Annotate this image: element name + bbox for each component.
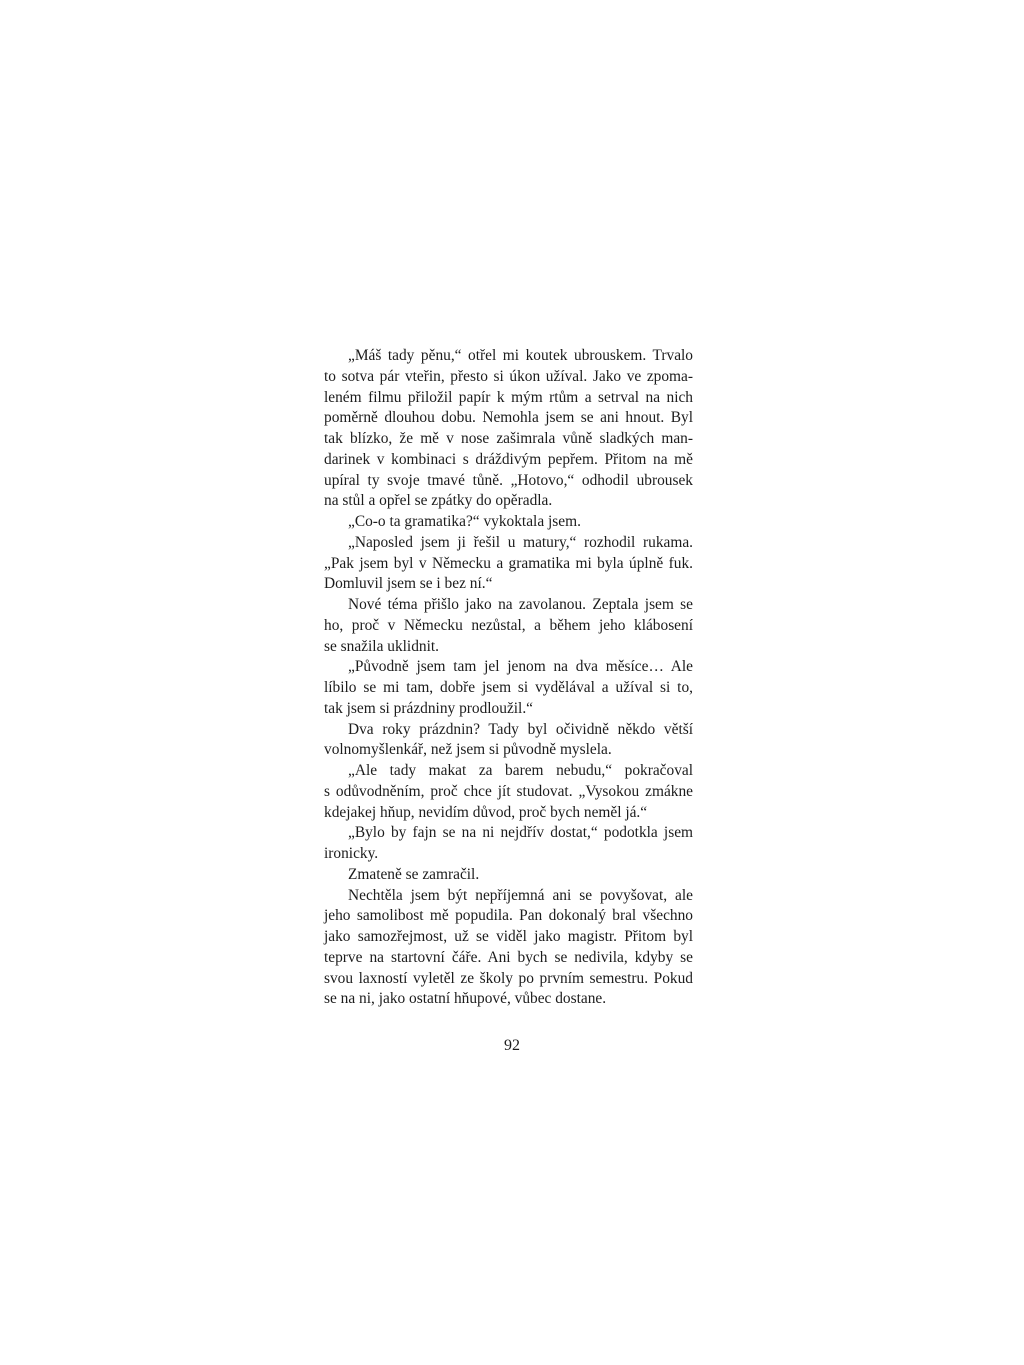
text-line: „Pak jsem byl v Německu a gramatika mi byla úplně fuk. (324, 554, 693, 572)
text-line: ho, proč v Německu nezůstal, a během jeho klábosení (324, 616, 693, 634)
text-line: „Co-o ta gramatika?“ vykoktala jsem. (348, 513, 581, 530)
text-line: ironicky. (324, 845, 379, 862)
text-line: Dva roky prázdnin? Tady byl očividně někdo větší (348, 720, 693, 738)
text-line: se na ni, jako ostatní hňupové, vůbec dostane. (324, 990, 607, 1008)
text-line: „Máš tady pěnu,“ otřel mi koutek ubrouskem. Trvalo (348, 347, 693, 364)
text-line: na stůl a opřel se zpátky do opěradla. (324, 492, 553, 510)
text-line: teprve na startovní čáře. Ani bych se nedivila, kdyby se (324, 948, 693, 966)
page-number: 92 (504, 1037, 520, 1054)
text-line: Nové téma přišlo jako na zavolanou. Zeptala jsem se (348, 596, 693, 613)
text-line: Zmateně se zamračil. (348, 865, 480, 883)
text-line: Nechtěla jsem být nepříjemná ani se povyšovat, ale (348, 886, 693, 904)
text-line: jako samozřejmost, už se viděl jako magistr. Přitom byl (324, 928, 693, 945)
text-line: svou laxností vyletěl ze školy po prvním semestru. Pokud (324, 969, 693, 987)
text-line: to sotva pár vteřin, přesto si úkon užíval. Jako ve zpoma- (324, 367, 693, 385)
text-line: darinek v kombinaci s dráždivým pepřem. Přitom na mě (324, 450, 693, 468)
text-line: „Ale tady makat za barem nebudu,“ pokračoval (348, 762, 693, 779)
text-line: leném filmu přiložil papír k mým rtům a setrval na nich (324, 388, 693, 406)
text-line: kdejakej hňup, nevidím důvod, proč bych neměl já.“ (324, 803, 648, 821)
text-line: volnomyšlenkář, než jsem si původně myslela. (324, 741, 612, 759)
text-line: tak blízko, že mě v nose zašimrala vůně sladkých man- (324, 430, 693, 447)
text-line: tak jsem si prázdniny prodloužil.“ (324, 699, 534, 717)
text-line: s odůvodněním, proč chce jít studovat. „Vysokou zmákne (324, 782, 693, 800)
text-line: se snažila uklidnit. (324, 637, 439, 655)
text-line: „Naposled jsem ji řešil u matury,“ rozhodil rukama. (348, 533, 693, 551)
text-line: poměrně dlouhou dobu. Nemohla jsem se ani hnout. Byl (324, 409, 693, 427)
text-line: líbilo se mi tam, dobře jsem si vydělával a užíval si to, (324, 679, 693, 696)
text-line: Domluvil jsem se i bez ní.“ (324, 575, 493, 593)
text-line: „Bylo by fajn se na ni nejdřív dostat,“ podotkla jsem (348, 824, 693, 842)
text-line: jeho samolibost mě popudila. Pan dokonalý bral všechno (324, 907, 693, 925)
text-line: upíral ty svoje tmavé tůně. „Hotovo,“ odhodil ubrousek (324, 471, 693, 489)
text-line: „Původně jsem tam jel jenom na dva měsíce… Ale (348, 658, 693, 676)
body-text (324, 346, 693, 1010)
